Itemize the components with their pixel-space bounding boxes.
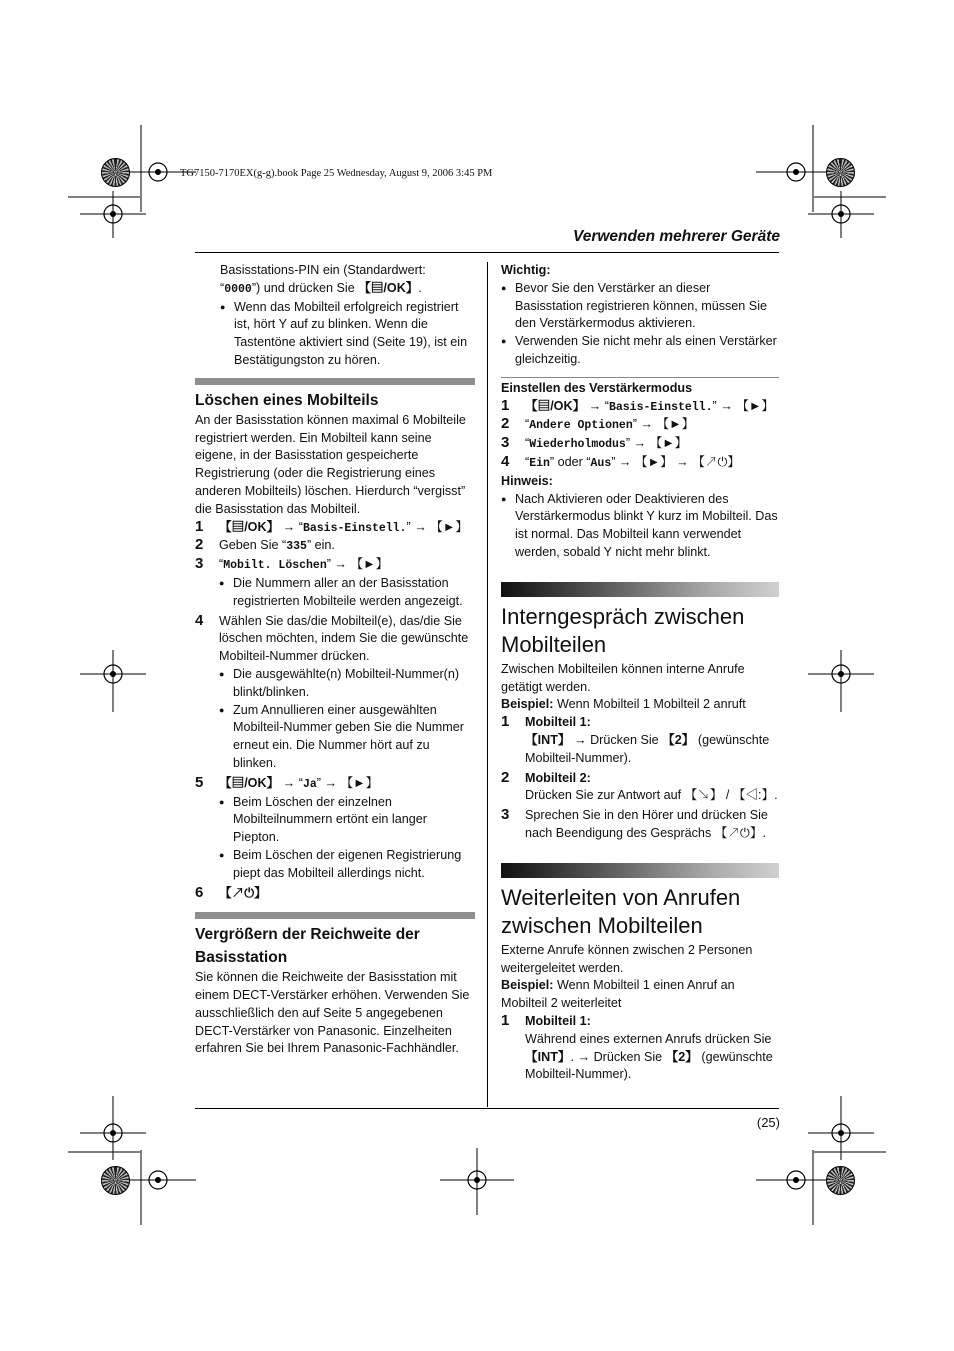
column-divider bbox=[487, 262, 488, 1107]
amp-step-4: 4 “Ein” oder “Aus” → 【►】 → 【↗⏻】 bbox=[501, 452, 741, 470]
hinweis-bullet: ● Nach Aktivieren oder Deaktivieren des Verstärkermodus blinkt Y kurz im Mobilteil. Das ist normal. Das Mobilteil kann verwendet werden, sobald Y nicht mehr blinkt. bbox=[501, 491, 779, 562]
step-1: 1 【▤/OK】 → “Basis-Einstell.” → 【►】 bbox=[195, 517, 468, 535]
header-rule bbox=[195, 252, 779, 253]
section-body-delete: An der Basisstation können maximal 6 Mobilteile registriert werden. Ein Mobilteil kann seine eigene, in der Basisstation gespeicherte Registrierung (oder die Registrierung eines anderen Mobilteils) löschen. Hierdurch “vergisst” die Basisstation das Mobilteil. bbox=[195, 412, 466, 516]
step-2: 2 Geben Sie “335” ein. bbox=[195, 536, 335, 554]
intro-line-2: “0000”) und drücken Sie 【▤/OK】. bbox=[220, 280, 422, 296]
internal-call-body: Zwischen Mobilteilen können interne Anrufe getätigt werden. bbox=[501, 661, 745, 694]
heading-transfer-call: Weiterleiten von Anrufen zwischen Mobilteilen bbox=[501, 884, 741, 938]
internal-step-3: 3 Sprechen Sie in den Hörer und drücken Sie nach Beendigung des Gesprächs 【↗⏻】. bbox=[501, 806, 768, 840]
internal-step-1: 1 Mobilteil 1: 【INT】 → Drücken Sie 【2】 (gewünschte Mobilteil-Nummer). bbox=[501, 713, 770, 765]
step-5: 5 【▤/OK】 → “Ja” → 【►】 ● Beim Löschen der einzelnen Mobilteilnummern ertönt ein langer Piepton. ● Beim Löschen der eigenen Registrierung piept das Mobilteil allerdings nicht. bbox=[195, 775, 475, 883]
internal-call-example: Beispiel: Wenn Mobilteil 1 Mobilteil 2 anruft bbox=[501, 697, 746, 712]
file-info-line: TG7150-7170EX(g-g).book Page 25 Wednesday, August 9, 2006 3:45 PM bbox=[180, 168, 493, 179]
heading-internal-call: Interngespräch zwischen Mobilteilen bbox=[501, 603, 745, 657]
page-header-title: Verwenden mehrerer Geräte bbox=[572, 228, 780, 245]
right-column bbox=[501, 262, 779, 1084]
color-disc-top-right bbox=[826, 158, 855, 187]
section-heading-range: Vergrößern der Reichweite der Basisstation bbox=[195, 926, 420, 967]
step-5-bullet-2: ● Beim Löschen der eigenen Registrierung piept das Mobilteil allerdings nicht. bbox=[219, 847, 475, 883]
wichtig-label: Wichtig: bbox=[501, 263, 551, 277]
transfer-call-example: Beispiel: Wenn Mobilteil 1 einen Anruf an Mobilteil 2 weiterleitet bbox=[501, 978, 735, 1011]
internal-step-2: 2 Mobilteil 2: Drücken Sie zur Antwort auf 【↘】 / 【◁:】. bbox=[501, 768, 778, 803]
section-heading-delete: Löschen eines Mobilteils bbox=[195, 391, 379, 409]
section-bar bbox=[195, 912, 475, 919]
wichtig-bullet-1: ● Bevor Sie den Verstärker an dieser Basisstation registrieren können, müssen Sie den Verstärkermodus aktivieren. bbox=[501, 280, 779, 333]
amp-step-1: 1 【▤/OK】 → “Basis-Einstell.” → 【►】 bbox=[501, 396, 774, 414]
amp-step-3: 3 “Wiederholmodus” → 【►】 bbox=[501, 434, 688, 452]
intro-line-1: Basisstations-PIN ein (Standardwert: bbox=[220, 263, 426, 277]
step-4: 4 Wählen Sie das/die Mobilteil(e), das/die Sie löschen möchten, indem Sie die gewünschte Mobilteil-Nummer drücken. ● Die ausgewählte(n) Mobilteil-Nummer(n) blinkt/blinken. ● Zum Annullieren einer ausgewählten Mobilteil-Nummer geben Sie die Nummer erneut ein. Die Nummer hört auf zu blinken. bbox=[195, 613, 475, 773]
step-3: 3 “Mobilt. Löschen” → 【►】 ● Die Nummern aller an der Basisstation registrierten Mobilteile werden angezeigt. bbox=[195, 556, 475, 610]
intro-bullet: ● Wenn das Mobilteil erfolgreich registriert ist, hört Y auf zu blinken. Wenn die Tastentöne aktiviert sind (Seite 19), ist ein Bestätigungston zu hören. bbox=[220, 299, 475, 370]
wichtig-bullet-2: ● Verwenden Sie nicht mehr als einen Verstärker gleichzeitig. bbox=[501, 333, 779, 369]
amp-step-2: 2 “Andere Optionen” → 【►】 bbox=[501, 415, 695, 433]
color-disc-bottom-left bbox=[101, 1166, 130, 1195]
step-4-bullet-2: ● Zum Annullieren einer ausgewählten Mobilteil-Nummer geben Sie die Nummer erneut ein. Die Nummer hört auf zu blinken. bbox=[219, 702, 475, 773]
page-number: (25) bbox=[756, 1115, 780, 1130]
step-4-bullet-1: ● Die ausgewählte(n) Mobilteil-Nummer(n) blinkt/blinken. bbox=[219, 666, 475, 702]
color-disc-bottom-right bbox=[826, 1166, 855, 1195]
footer-rule bbox=[195, 1108, 779, 1109]
section-gradient-bar bbox=[501, 863, 779, 878]
step-5-bullet-1: ● Beim Löschen der einzelnen Mobilteilnummern ertönt ein langer Piepton. bbox=[219, 794, 475, 847]
thin-rule bbox=[501, 377, 779, 378]
transfer-call-body: Externe Anrufe können zwischen 2 Personen weitergeleitet werden. bbox=[501, 942, 753, 975]
left-column bbox=[195, 262, 475, 1058]
transfer-step-1: 1 Mobilteil 1: Während eines externen Anrufs drücken Sie 【INT】. → Drücken Sie 【2】 (gewünschte Mobilteil-Nummer). bbox=[501, 1011, 773, 1082]
step-6: 6 【↗⏻】 bbox=[195, 883, 267, 901]
section-bar bbox=[195, 378, 475, 385]
color-disc-top-left bbox=[101, 158, 130, 187]
step-3-bullet: ● Die Nummern aller an der Basisstation registrierten Mobilteile werden angezeigt. bbox=[219, 575, 475, 611]
hinweis-label: Hinweis: bbox=[501, 473, 553, 488]
section-body-range: Sie können die Reichweite der Basisstation mit einem DECT-Verstärker erhöhen. Verwenden Sie ausschließlich den auf Seite 5 angegebenen DECT-Verstärker von Panasonic. Einzelheiten erfahren Sie bei Ihrem Panasonic-Fachhändler. bbox=[195, 970, 470, 1056]
section-gradient-bar bbox=[501, 582, 779, 597]
amp-heading: Einstellen des Verstärkermodus bbox=[501, 380, 693, 395]
